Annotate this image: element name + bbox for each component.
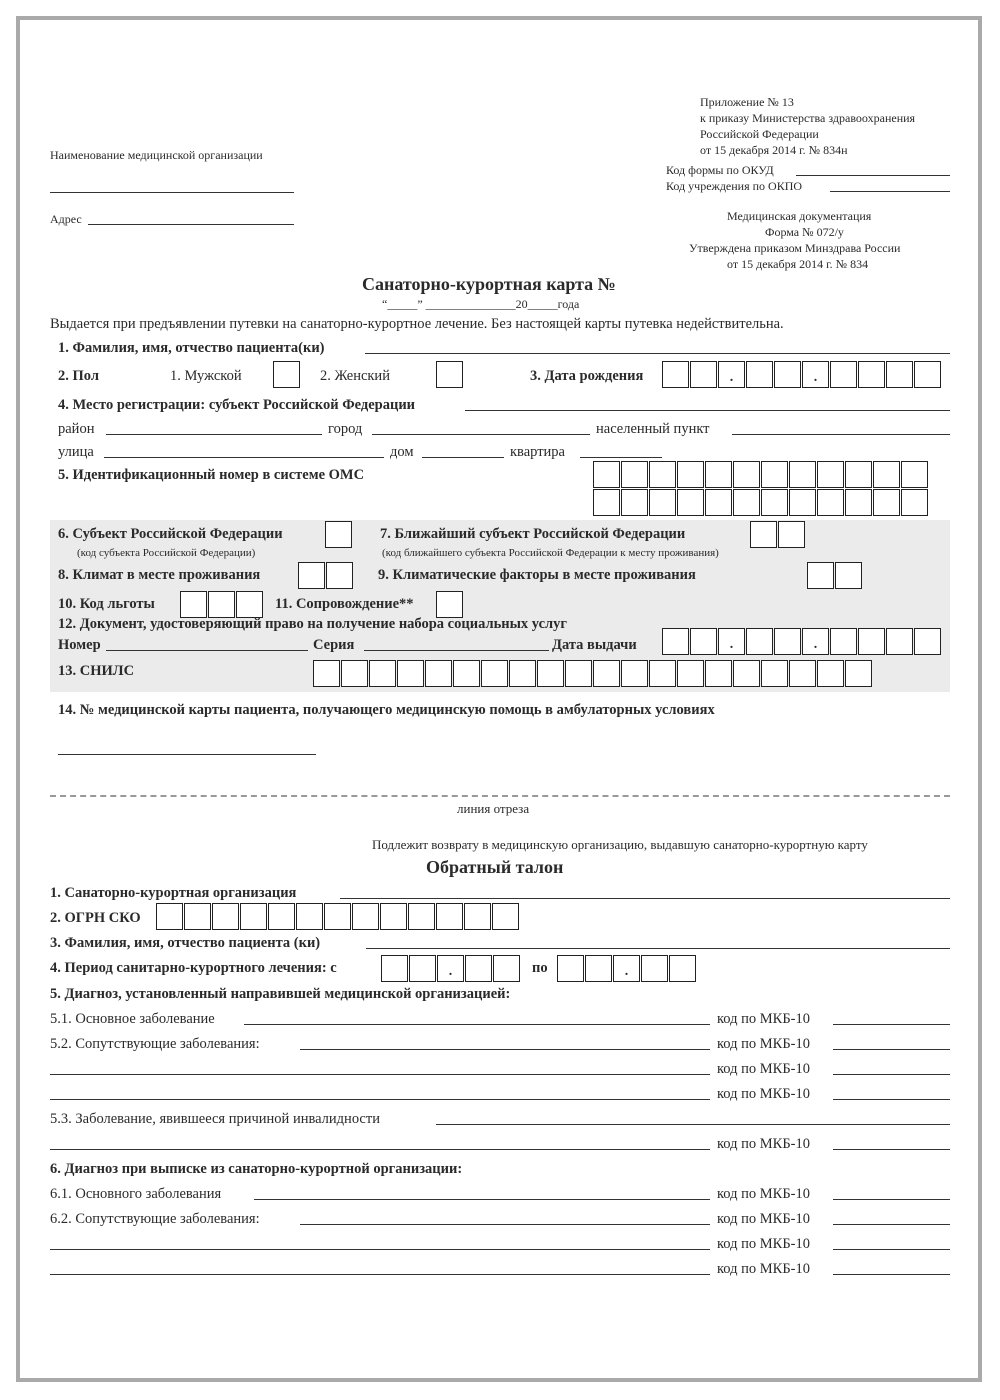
t52-field[interactable] (300, 1049, 710, 1050)
icd-label: код по МКБ-10 (717, 1036, 810, 1052)
f7-label: 7. Ближайший субъект Российской Федерации (380, 526, 686, 542)
icd-field[interactable] (833, 1149, 950, 1150)
t3-label: 3. Фамилия, имя, отчество пациента (ки) (50, 935, 321, 951)
f5-label: 5. Идентификационный номер в системе ОМС (58, 467, 365, 483)
house-label: дом (390, 444, 414, 460)
appendix-line-3: Российской Федерации (700, 127, 819, 141)
icd-label: код по МКБ-10 (717, 1061, 810, 1077)
icd-field[interactable] (833, 1224, 950, 1225)
appendix-line-4: от 15 декабря 2014 г. № 834н (700, 143, 848, 157)
icd-label: код по МКБ-10 (717, 1086, 810, 1102)
f10-label: 10. Код льготы (58, 596, 155, 612)
t53-extra-field[interactable] (50, 1149, 710, 1150)
f13-label: 13. СНИЛС (58, 663, 135, 679)
t52-extra-field[interactable] (50, 1074, 710, 1075)
f2-label: 2. Пол (58, 368, 99, 384)
icd-field[interactable] (833, 1074, 950, 1075)
okud-label: Код формы по ОКУД (666, 163, 774, 177)
t1-label: 1. Санаторно-курортная организация (50, 885, 297, 901)
doc-series-field[interactable] (364, 650, 549, 651)
icd-field[interactable] (833, 1099, 950, 1100)
icd-label: код по МКБ-10 (717, 1236, 810, 1252)
icd-label: код по МКБ-10 (717, 1136, 810, 1152)
icd-label: код по МКБ-10 (717, 1011, 810, 1027)
f7-note: (код ближайшего субъекта Российской Федерации к месту проживания) (382, 547, 719, 559)
ticket-patient-name-field[interactable] (366, 948, 950, 949)
t51-label: 5.1. Основное заболевание (50, 1011, 215, 1027)
return-note: Подлежит возврату в медицинскую организацию, выдавшую санаторно-курортную карту (372, 837, 868, 852)
card-date-line[interactable]: “_____” _______________20_____года (382, 297, 580, 311)
okpo-label: Код учреждения по ОКПО (666, 179, 803, 193)
city-field[interactable] (372, 434, 590, 435)
f11-label: 11. Сопровождение** (275, 596, 414, 612)
ogrn-boxes[interactable] (156, 903, 519, 930)
address-field[interactable] (88, 224, 294, 225)
patient-name-field[interactable] (365, 353, 950, 354)
street-label: улица (58, 444, 94, 460)
cut-line-label: линия отреза (457, 801, 530, 816)
icd-field[interactable] (833, 1049, 950, 1050)
appendix-line-1: Приложение № 13 (700, 95, 794, 109)
org-name-field[interactable] (50, 192, 294, 193)
doc-series-label: Серия (313, 637, 355, 653)
okud-field[interactable] (796, 175, 950, 176)
snils-boxes[interactable] (313, 660, 872, 687)
oms-boxes-row-2[interactable] (593, 489, 928, 516)
t62-field[interactable] (300, 1224, 710, 1225)
city-label: город (328, 421, 363, 437)
icd-field[interactable] (833, 1274, 950, 1275)
icd-field[interactable] (833, 1024, 950, 1025)
doc-number-field[interactable] (106, 650, 308, 651)
settlement-label: населенный пункт (596, 421, 710, 437)
t61-label: 6.1. Основного заболевания (50, 1186, 222, 1202)
district-field[interactable] (106, 434, 322, 435)
period-to-boxes[interactable]: . (557, 955, 696, 982)
address-label: Адрес (50, 212, 82, 226)
t2-label: 2. ОГРН СКО (50, 910, 141, 926)
t51-field[interactable] (244, 1024, 710, 1025)
escort-box[interactable] (436, 591, 463, 618)
ticket-title: Обратный талон (426, 857, 564, 877)
doc-number-label: Номер (58, 637, 101, 653)
card-title: Санаторно-курортная карта № (362, 274, 616, 294)
cut-line (50, 795, 950, 797)
benefit-code-boxes[interactable] (180, 591, 263, 618)
period-from-boxes[interactable]: . (381, 955, 520, 982)
doc-issue-date-label: Дата выдачи (552, 637, 637, 653)
nearest-region-boxes[interactable] (750, 521, 805, 548)
doc-info-1: Медицинская документация (727, 209, 872, 223)
birth-date-boxes[interactable]: . . (662, 361, 941, 388)
region-code-box[interactable] (325, 521, 352, 548)
icd-field[interactable] (833, 1199, 950, 1200)
t62-extra-field[interactable] (50, 1274, 710, 1275)
card-notice: Выдается при предъявлении путевки на санаторно-курортное лечение. Без настоящей карты путевка недействительна. (50, 316, 784, 332)
icd-label: код по МКБ-10 (717, 1211, 810, 1227)
t62-extra-field[interactable] (50, 1249, 710, 1250)
icd-label: код по МКБ-10 (717, 1261, 810, 1277)
sex-male-label: 1. Мужской (170, 368, 242, 384)
org-name-label: Наименование медицинской организации (50, 148, 263, 162)
f1-label: 1. Фамилия, имя, отчество пациента(ки) (58, 340, 325, 356)
f6-label: 6. Субъект Российской Федерации (58, 526, 283, 542)
t5-label: 5. Диагноз, установленный направившей медицинской организацией: (50, 986, 511, 1002)
icd-label: код по МКБ-10 (717, 1186, 810, 1202)
f6-note: (код субъекта Российской Федерации) (77, 547, 256, 559)
sex-female-label: 2. Женский (320, 368, 390, 384)
outpatient-card-field[interactable] (58, 754, 316, 755)
doc-info-4: от 15 декабря 2014 г. № 834 (727, 257, 869, 271)
f14-label: 14. № медицинской карты пациента, получающего медицинскую помощь в амбулаторных условиях (58, 702, 715, 718)
t52-extra-field[interactable] (50, 1099, 710, 1100)
climate-boxes[interactable] (298, 562, 353, 589)
t4-label: 4. Период санитарно-курортного лечения: с (50, 960, 337, 976)
t61-field[interactable] (254, 1199, 710, 1200)
t53-field[interactable] (436, 1124, 950, 1125)
house-field[interactable] (422, 457, 504, 458)
doc-info-2: Форма № 072/у (765, 225, 844, 239)
period-to-label: по (532, 960, 548, 976)
climate-factor-boxes[interactable] (807, 562, 862, 589)
street-field[interactable] (104, 457, 384, 458)
f4-label: 4. Место регистрации: субъект Российской Федерации (58, 397, 416, 413)
t6-label: 6. Диагноз при выписке из санаторно-курортной организации: (50, 1161, 463, 1177)
f3-label: 3. Дата рождения (530, 368, 644, 384)
sex-male-checkbox[interactable] (273, 361, 300, 388)
apartment-field[interactable] (580, 457, 662, 458)
f12-label: 12. Документ, удостоверяющий право на получение набора социальных услуг (58, 616, 568, 632)
f9-label: 9. Климатические факторы в месте проживания (378, 567, 696, 583)
sex-female-checkbox[interactable] (436, 361, 463, 388)
icd-field[interactable] (833, 1249, 950, 1250)
district-label: район (58, 421, 95, 437)
settlement-field[interactable] (732, 434, 950, 435)
t52-label: 5.2. Сопутствующие заболевания: (50, 1036, 260, 1052)
f8-label: 8. Климат в месте проживания (58, 567, 261, 583)
region-field[interactable] (465, 410, 950, 411)
appendix-line-2: к приказу Министерства здравоохранения (700, 111, 916, 125)
t62-label: 6.2. Сопутствующие заболевания: (50, 1211, 260, 1227)
oms-boxes-row-1[interactable] (593, 461, 928, 488)
doc-info-3: Утверждена приказом Минздрава России (689, 241, 901, 255)
apartment-label: квартира (510, 444, 565, 460)
sanatorium-field[interactable] (340, 898, 950, 899)
issue-date-boxes[interactable]: . . (662, 628, 941, 655)
t53-label: 5.3. Заболевание, явившееся причиной инвалидности (50, 1111, 380, 1127)
okpo-field[interactable] (830, 191, 950, 192)
